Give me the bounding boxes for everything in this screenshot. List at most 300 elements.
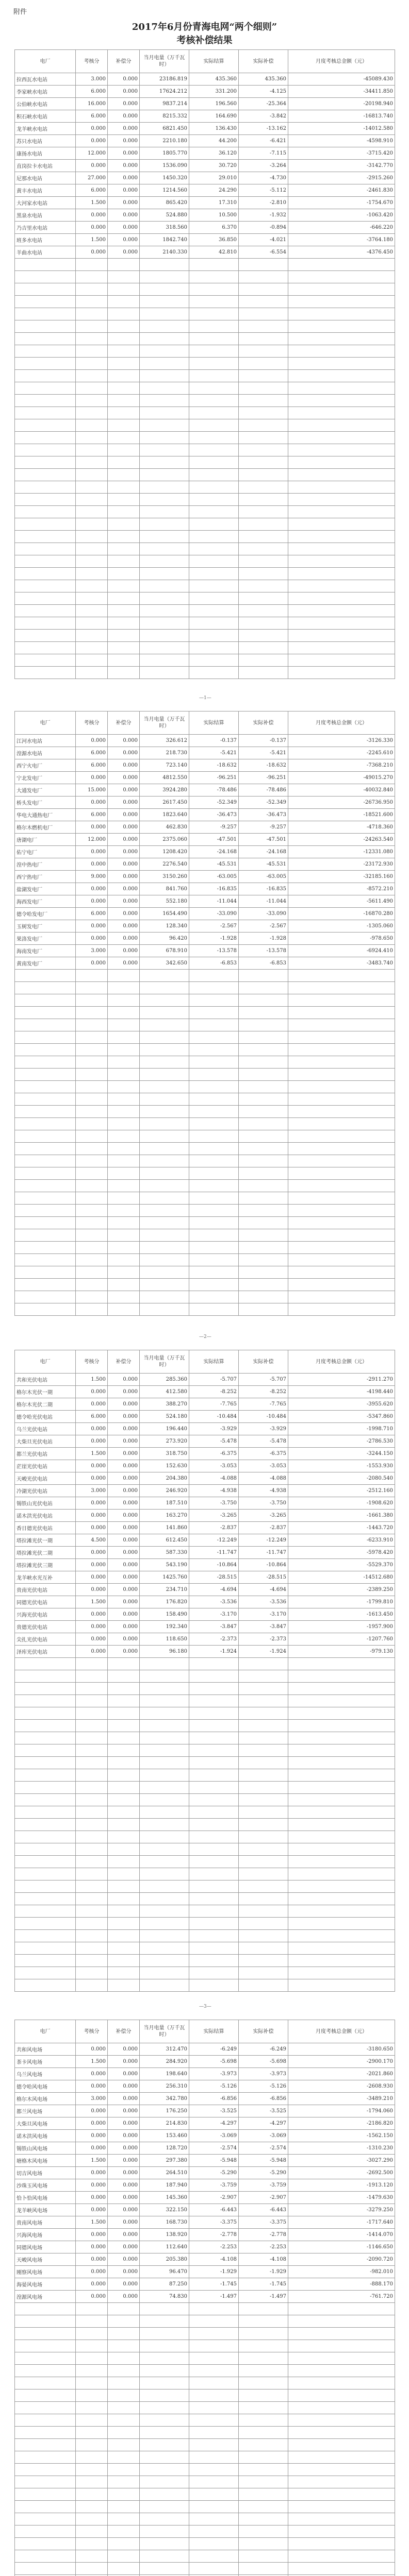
empty-cell [189,370,239,382]
empty-cell [76,1918,108,1930]
value-cell: 128.720 [140,2142,189,2155]
empty-cell [15,1670,76,1683]
value-cell: -25.364 [239,98,288,110]
empty-cell [15,1856,76,1868]
value-cell: 297.380 [140,2155,189,2167]
table-row [15,1398,395,1411]
value-cell: -5.421 [239,747,288,759]
empty-cell [288,419,395,432]
empty-cell [140,432,189,444]
value-cell: 0.000 [76,2204,108,2216]
empty-cell [239,444,288,456]
empty-cell [76,970,108,982]
empty-cell [189,2501,239,2513]
empty-table-row [15,1979,395,1992]
empty-cell [15,320,76,333]
empty-table-row [15,469,395,481]
table-row [15,2117,395,2130]
empty-cell [140,1955,189,1967]
empty-cell [288,1254,395,1266]
value-cell: 163.270 [140,1510,189,1522]
value-cell: 0.000 [108,2291,140,2303]
value-cell: 0.000 [108,759,140,772]
value-cell: -3.973 [239,2068,288,2080]
value-cell: -10.484 [189,1411,239,1423]
empty-cell [140,1081,189,1093]
plant-name-cell: 公伯峡水电站 [15,98,76,110]
value-cell: 9837.214 [140,98,189,110]
plant-name-cell: 江河水电站 [15,735,76,747]
empty-cell [108,1856,140,1868]
value-cell: 29.010 [189,172,239,184]
table-row [15,160,395,172]
column-header: 实际补偿 [239,1350,288,1374]
empty-cell [189,1044,239,1056]
value-cell: 0.000 [76,1510,108,1522]
value-cell: 196.560 [189,98,239,110]
empty-cell [239,296,288,308]
empty-cell [140,1106,189,1118]
empty-cell [239,1254,288,1266]
empty-cell [108,2464,140,2476]
empty-cell [239,1831,288,1843]
value-cell: -4.088 [239,1472,288,1485]
value-cell: 36.850 [189,234,239,246]
plant-name-cell: 塔拉滩光伏一期 [15,1534,76,1547]
empty-cell [140,407,189,419]
value-cell: -2090.720 [288,2253,395,2266]
empty-table-row [15,2389,395,2402]
empty-cell [239,1192,288,1205]
empty-table-row [15,1303,395,1316]
value-cell: -2915.260 [288,172,395,184]
empty-cell [140,1683,189,1695]
value-cell: 0.000 [76,1423,108,1435]
value-cell: -5978.420 [288,1547,395,1559]
empty-table-row [15,432,395,444]
empty-cell [239,1979,288,1992]
empty-cell [108,1118,140,1130]
empty-cell [288,308,395,320]
empty-cell [15,2315,76,2328]
empty-cell [108,345,140,358]
empty-cell [76,456,108,469]
value-cell: -5.112 [239,184,288,197]
empty-table-row [15,1769,395,1782]
table-row [15,2192,395,2204]
empty-cell [189,1155,239,1167]
value-cell: 0.000 [108,2179,140,2192]
empty-cell [239,2402,288,2414]
plant-name-cell: 尖扎光伏电站 [15,1633,76,1646]
empty-cell [76,2427,108,2439]
empty-cell [189,456,239,469]
value-cell: -1.745 [189,2278,239,2291]
value-cell: -4.694 [189,1584,239,1596]
empty-cell [108,568,140,580]
value-cell: -5.698 [189,2056,239,2068]
value-cell: 164.690 [189,110,239,123]
value-cell: -4.938 [189,1485,239,1497]
value-cell: -3.053 [189,1460,239,1472]
value-cell: -4376.450 [288,246,395,259]
value-cell: 6.370 [189,222,239,234]
value-cell: -6924.410 [288,945,395,957]
empty-table-row [15,2439,395,2451]
value-cell: 0.000 [76,2080,108,2093]
table-row [15,2056,395,2068]
empty-table-row [15,1069,395,1081]
empty-cell [288,2439,395,2451]
empty-cell [76,555,108,568]
value-cell: 543.190 [140,1559,189,1571]
value-cell: 0.000 [76,209,108,222]
empty-cell [15,1180,76,1192]
plant-name-cell: 湟源风电场 [15,2291,76,2303]
empty-cell [288,592,395,605]
empty-cell [288,2389,395,2402]
empty-cell [189,543,239,555]
value-cell: -2245.610 [288,747,395,759]
value-cell: -36.473 [189,809,239,821]
empty-cell [76,1744,108,1757]
empty-table-row [15,580,395,592]
value-cell: -4.021 [239,234,288,246]
empty-table-row [15,506,395,518]
plant-name-cell: 唐湖电厂 [15,834,76,846]
empty-cell [15,1192,76,1205]
empty-cell [15,358,76,370]
value-cell: 1.500 [76,1374,108,1386]
empty-cell [288,1081,395,1093]
empty-table-row [15,1031,395,1044]
empty-cell [108,2550,140,2563]
value-cell: 273.920 [140,1435,189,1448]
empty-cell [15,456,76,469]
value-cell: 0.000 [108,796,140,809]
empty-cell [76,320,108,333]
table-row [15,1472,395,1485]
value-cell: 723.140 [140,759,189,772]
empty-cell [140,994,189,1007]
empty-cell [239,1967,288,1979]
empty-cell [239,2550,288,2563]
value-cell: 0.000 [76,1547,108,1559]
empty-cell [76,1192,108,1205]
empty-cell [15,1744,76,1757]
empty-cell [140,2352,189,2365]
empty-cell [15,1081,76,1093]
table-row [15,1596,395,1608]
empty-cell [288,432,395,444]
plant-name-cell: 格尔木光伏一期 [15,1386,76,1398]
value-cell: 0.000 [76,2278,108,2291]
empty-cell [15,592,76,605]
empty-cell [239,2501,288,2513]
empty-cell [239,283,288,296]
empty-cell [189,1868,239,1880]
empty-cell [140,1695,189,1707]
value-cell: 234.710 [140,1584,189,1596]
empty-cell [288,1819,395,1831]
empty-table-row [15,617,395,630]
value-cell: -2.837 [239,1522,288,1534]
value-cell: -5.948 [239,2155,288,2167]
empty-cell [15,1143,76,1155]
empty-table-row [15,2563,395,2575]
value-cell: 326.612 [140,735,189,747]
value-cell: 152.630 [140,1460,189,1472]
value-cell: 0.000 [108,1633,140,1646]
empty-cell [15,1930,76,1942]
empty-cell [140,1266,189,1279]
empty-cell [108,2352,140,2365]
empty-cell [140,1856,189,1868]
value-cell: 42.810 [189,246,239,259]
empty-cell [76,1695,108,1707]
empty-cell [239,1266,288,1279]
empty-cell [108,1254,140,1266]
empty-cell [189,617,239,630]
value-cell: 285.360 [140,1374,189,1386]
value-cell: -1913.120 [288,2179,395,2192]
value-cell: -1.929 [239,2266,288,2278]
value-cell: -1.928 [239,933,288,945]
empty-cell [108,2526,140,2538]
value-cell: 0.000 [108,2241,140,2253]
value-cell: 0.000 [108,1448,140,1460]
page-number: —2— [199,1334,211,1340]
empty-cell [140,1229,189,1242]
value-cell: -1.924 [239,1646,288,1658]
value-cell: 6.000 [76,184,108,197]
value-cell: 214.830 [140,2117,189,2130]
value-cell: -2692.500 [288,2167,395,2179]
empty-cell [108,407,140,419]
empty-cell [189,432,239,444]
value-cell: 0.000 [108,86,140,98]
empty-cell [239,1279,288,1291]
table-row [15,2105,395,2117]
empty-cell [108,1303,140,1316]
value-cell: 435.360 [189,73,239,86]
value-cell: 158.490 [140,1608,189,1621]
value-cell: -1310.230 [288,2142,395,2155]
empty-cell [76,1967,108,1979]
column-header: 当月电量（万千瓦时） [140,1350,189,1374]
empty-cell [76,432,108,444]
value-cell: -12331.080 [288,846,395,858]
empty-cell [239,1658,288,1670]
value-cell: 0.000 [108,1472,140,1485]
empty-cell [108,1093,140,1106]
empty-table-row [15,1155,395,1167]
empty-cell [76,1019,108,1031]
empty-cell [239,642,288,654]
empty-cell [288,2501,395,2513]
empty-cell [140,345,189,358]
empty-cell [76,345,108,358]
empty-cell [140,1155,189,1167]
value-cell: 12.000 [76,834,108,846]
empty-cell [239,2476,288,2488]
empty-cell [76,1819,108,1831]
empty-cell [189,1670,239,1683]
value-cell: -2.810 [239,197,288,209]
empty-cell [140,1093,189,1106]
value-cell: -3.842 [239,110,288,123]
empty-cell [239,1205,288,1217]
empty-cell [15,1303,76,1316]
empty-table-row [15,2526,395,2538]
empty-cell [288,1955,395,1967]
value-cell: -8.252 [189,1386,239,1398]
value-cell: -12.249 [189,1534,239,1547]
empty-cell [108,2563,140,2575]
empty-cell [76,1266,108,1279]
table-row [15,1435,395,1448]
value-cell: -4.297 [239,2117,288,2130]
empty-table-row [15,494,395,506]
empty-cell [239,1942,288,1955]
empty-cell [140,2501,189,2513]
empty-cell [108,518,140,531]
empty-cell [189,2538,239,2550]
value-cell: -1754.670 [288,197,395,209]
empty-cell [140,1918,189,1930]
table-row [15,883,395,895]
empty-cell [15,1782,76,1794]
empty-cell [239,1732,288,1744]
empty-cell [140,1279,189,1291]
table-row [15,871,395,883]
empty-cell [239,382,288,395]
empty-cell [288,1806,395,1819]
empty-cell [288,296,395,308]
column-header: 月度考核总金额（元） [288,711,395,735]
empty-cell [239,2352,288,2365]
value-cell: 6.000 [76,809,108,821]
empty-cell [189,1893,239,1905]
plant-name-cell: 龙羊峡风电场 [15,2204,76,2216]
empty-cell [239,2513,288,2526]
plant-name-cell: 格尔木燃机电厂 [15,821,76,834]
empty-cell [140,1291,189,1303]
value-cell: -11.044 [189,895,239,908]
empty-table-row [15,654,395,667]
empty-cell [76,2526,108,2538]
column-header: 月度考核总金额（元） [288,50,395,73]
empty-cell [15,382,76,395]
value-cell: -2900.170 [288,2056,395,2068]
empty-cell [15,2526,76,2538]
empty-cell [108,617,140,630]
empty-cell [15,407,76,419]
value-cell: -14512.680 [288,1571,395,1584]
value-cell: -45.531 [189,858,239,871]
empty-cell [76,1229,108,1242]
table-row [15,110,395,123]
value-cell: 17624.212 [140,86,189,98]
empty-cell [288,333,395,345]
empty-cell [76,1031,108,1044]
value-cell: -52.349 [239,796,288,809]
empty-cell [288,2427,395,2439]
value-cell: 0.000 [108,908,140,920]
empty-cell [189,407,239,419]
value-cell: 0.000 [108,1485,140,1497]
empty-table-row [15,1955,395,1967]
empty-cell [140,2377,189,2389]
empty-cell [76,568,108,580]
empty-cell [140,1732,189,1744]
empty-cell [189,259,239,271]
value-cell: 0.000 [76,1522,108,1534]
value-cell: 841.760 [140,883,189,895]
value-cell: -2911.270 [288,1374,395,1386]
empty-cell [15,2513,76,2526]
value-cell: 0.000 [76,1497,108,1510]
empty-cell [76,370,108,382]
value-cell: 16.000 [76,98,108,110]
value-cell: -0.894 [239,222,288,234]
empty-cell [140,506,189,518]
table-row [15,2093,395,2105]
empty-cell [140,1007,189,1019]
value-cell: 0.000 [76,2068,108,2080]
value-cell: -11.044 [239,895,288,908]
value-cell: 0.000 [76,2130,108,2142]
empty-cell [288,2315,395,2328]
plant-name-cell: 锡铁山风电场 [15,2142,76,2155]
value-cell: -33.090 [239,908,288,920]
empty-cell [108,283,140,296]
empty-cell [108,1242,140,1254]
value-cell: 0.000 [108,2192,140,2204]
plant-name-cell: 黑泉水电站 [15,209,76,222]
empty-table-row [15,395,395,407]
empty-cell [189,1942,239,1955]
value-cell: -1553.930 [288,1460,395,1472]
value-cell: 0.000 [76,246,108,259]
empty-cell [76,605,108,617]
empty-table-row [15,1093,395,1106]
empty-cell [140,1893,189,1905]
value-cell: 36.120 [189,147,239,160]
empty-cell [239,531,288,543]
value-cell: 318.750 [140,1448,189,1460]
empty-cell [76,2451,108,2464]
value-cell: -3244.150 [288,1448,395,1460]
empty-cell [189,642,239,654]
empty-cell [76,617,108,630]
column-header: 实际补偿 [239,50,288,73]
table-row [15,908,395,920]
empty-cell [140,358,189,370]
value-cell: 168.730 [140,2216,189,2229]
column-header: 电厂 [15,50,76,73]
table-row [15,1460,395,1472]
value-cell: 0.000 [76,2253,108,2266]
empty-cell [108,2488,140,2501]
empty-cell [288,2563,395,2575]
empty-cell [189,506,239,518]
value-cell: 0.000 [108,222,140,234]
table-row [15,1423,395,1435]
value-cell: 0.000 [108,2216,140,2229]
empty-cell [15,1658,76,1670]
empty-table-row [15,1782,395,1794]
